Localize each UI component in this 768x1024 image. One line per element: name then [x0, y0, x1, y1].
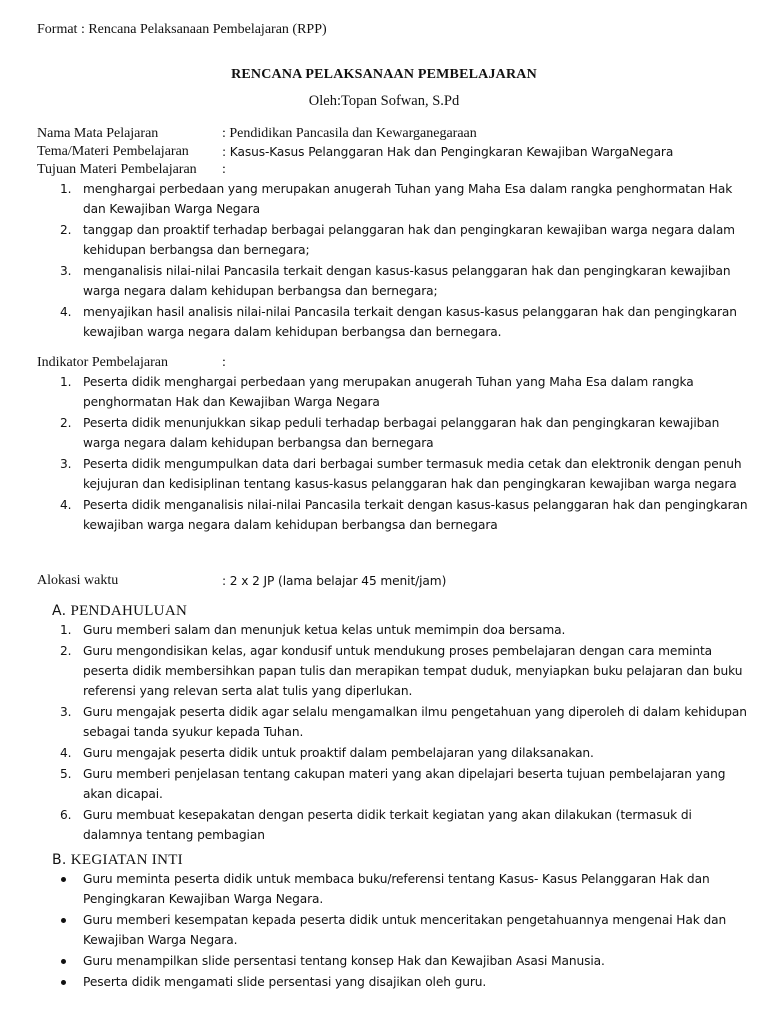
- list-number: 2.: [60, 644, 72, 658]
- indikator-item: [37, 495, 752, 535]
- list-item-text: Peserta didik mengumpulkan data dari berbagai sumber termasuk media cetak dan elektronik dengan penuh kejujuran dan kedisiplinan tentang kasus-kasus pelanggaran hak dan pengingkaran kewajiban warga negara: [83, 457, 742, 491]
- section-title: KEGIATAN INTI: [70, 852, 183, 868]
- field-label: Tujuan Materi Pembelajaran: [37, 162, 197, 177]
- list-item-text: Guru mengondisikan kelas, agar kondusif untuk mendukung proses pembelajaran dengan cara meminta peserta didik membersihkan papan tulis dan merapikan tempat duduk, menyiapkan buku pelajaran dan buku referensi yang relevan serta alat tulis yang diperlukan.: [83, 644, 743, 698]
- list-item-text: Guru meminta peserta didik untuk membaca buku/referensi tentang Kasus- Kasus Pelanggaran Hak dan Pengingkaran Kewajiban Warga Negara.: [83, 872, 710, 906]
- field-value: :: [222, 162, 226, 177]
- list-item-text: Guru memberi salam dan menunjuk ketua kelas untuk memimpin doa bersama.: [83, 623, 566, 637]
- list-item-text: Peserta didik menunjukkan sikap peduli terhadap berbagai pelanggaran hak dan pengingkaran kewajiban warga negara dalam kehidupan berbangsa dan bernegara: [83, 416, 720, 450]
- kegiatan-inti-list: [37, 869, 752, 993]
- list-item-text: Guru mengajak peserta didik agar selalu mengamalkan ilmu pengetahuan yang diperoleh di dalam kehidupan sebagai tanda syukur kepada Tuhan.: [83, 705, 747, 739]
- list-number: 4.: [60, 746, 72, 760]
- list-item-text: Guru menampilkan slide persentasi tentang konsep Hak dan Kewajiban Asasi Manusia.: [83, 954, 605, 968]
- section-heading-kegiatan-inti: [52, 852, 183, 869]
- indikator-item: [37, 454, 752, 494]
- field-value: : Pendidikan Pancasila dan Kewarganegaraan: [222, 126, 477, 141]
- list-number: 3.: [60, 705, 72, 719]
- bullet-icon: [61, 918, 66, 923]
- pendahuluan-list: [37, 620, 752, 846]
- list-number: 2.: [60, 416, 72, 430]
- list-number: 5.: [60, 767, 72, 781]
- kegiatan-inti-item: [37, 910, 752, 950]
- list-number: 3.: [60, 264, 72, 278]
- field-value: : Kasus-Kasus Pelanggaran Hak dan Pengingkaran Kewajiban WargaNegara: [222, 145, 674, 159]
- indikator-item: [37, 413, 752, 453]
- pendahuluan-item: [37, 743, 752, 763]
- indikator-list: [37, 372, 752, 536]
- tujuan-item: [37, 302, 752, 342]
- section-letter: A.: [52, 603, 67, 619]
- list-item-text: menghargai perbedaan yang merupakan anugerah Tuhan yang Maha Esa dalam rangka penghormatan Hak dan Kewajiban Warga Negara: [83, 182, 733, 216]
- indikator-item: [37, 372, 752, 412]
- list-number: 1.: [60, 375, 72, 389]
- list-item-text: menyajikan hasil analisis nilai-nilai Pancasila terkait dengan kasus-kasus pelanggaran hak dan pengingkaran kewajiban warga negara dalam kehidupan berbangsa dan bernegara.: [83, 305, 737, 339]
- pendahuluan-item: [37, 620, 752, 640]
- field-label: Alokasi waktu: [37, 573, 119, 588]
- document-title: RENCANA PELAKSANAAN PEMBELAJARAN: [231, 67, 537, 82]
- tujuan-item: [37, 220, 752, 260]
- pendahuluan-item: [37, 702, 752, 742]
- list-number: 2.: [60, 223, 72, 237]
- kegiatan-inti-item: [37, 951, 752, 971]
- field-label: Nama Mata Pelajaran: [37, 126, 159, 141]
- list-item-text: Guru memberi kesempatan kepada peserta didik untuk menceritakan pengetahuannya mengenai Hak dan Kewajiban Warga Negara.: [83, 913, 727, 947]
- section-heading-pendahuluan: [52, 603, 187, 620]
- list-item-text: tanggap dan proaktif terhadap berbagai pelanggaran hak dan pengingkaran kewajiban warga negara dalam kehidupan berbangsa dan bernegara;: [83, 223, 735, 257]
- list-number: 4.: [60, 498, 72, 512]
- list-number: 4.: [60, 305, 72, 319]
- pendahuluan-item: [37, 641, 752, 701]
- list-item-text: Peserta didik mengamati slide persentasi yang disajikan oleh guru.: [83, 975, 487, 989]
- document-author: Oleh:Topan Sofwan, S.Pd: [308, 93, 460, 109]
- tujuan-list: [37, 179, 752, 343]
- list-item-text: menganalisis nilai-nilai Pancasila terkait dengan kasus-kasus pelanggaran hak dan pengingkaran kewajiban warga negara dalam kehidupan berbangsa dan bernegara;: [83, 264, 731, 298]
- bullet-icon: [61, 980, 66, 985]
- kegiatan-inti-item: [37, 972, 752, 992]
- list-item-text: Guru membuat kesepakatan dengan peserta didik terkait kegiatan yang akan dilakukan (termasuk di dalamnya tentang pembagian: [83, 808, 692, 842]
- field-value: : 2 x 2 JP (lama belajar 45 menit/jam): [222, 574, 447, 588]
- bullet-icon: [61, 959, 66, 964]
- list-item-text: Guru memberi penjelasan tentang cakupan materi yang akan dipelajari beserta tujuan pembelajaran yang akan dicapai.: [83, 767, 726, 801]
- list-item-text: Guru mengajak peserta didik untuk proaktif dalam pembelajaran yang dilaksanakan.: [83, 746, 594, 760]
- format-line: Format : Rencana Pelaksanaan Pembelajaran (RPP): [37, 22, 327, 37]
- pendahuluan-item: [37, 805, 752, 845]
- list-item-text: Peserta didik menganalisis nilai-nilai Pancasila terkait dengan kasus-kasus pelanggaran hak dan pengingkaran kewajiban warga negara dalam kehidupan berbangsa dan bernegara: [83, 498, 748, 532]
- list-item-text: Peserta didik menghargai perbedaan yang merupakan anugerah Tuhan yang Maha Esa dalam rangka penghormatan Hak dan Kewajiban Warga Negara: [83, 375, 694, 409]
- bullet-icon: [61, 877, 66, 882]
- tujuan-item: [37, 179, 752, 219]
- field-label: Indikator Pembelajaran: [37, 355, 169, 370]
- field-value: :: [222, 355, 226, 370]
- pendahuluan-item: [37, 764, 752, 804]
- list-number: 1.: [60, 623, 72, 637]
- section-title: PENDAHULUAN: [70, 603, 188, 619]
- list-number: 6.: [60, 808, 72, 822]
- list-number: 1.: [60, 182, 72, 196]
- section-letter: B.: [52, 852, 67, 868]
- tujuan-item: [37, 261, 752, 301]
- field-label: Tema/Materi Pembelajaran: [37, 144, 189, 159]
- list-number: 3.: [60, 457, 72, 471]
- kegiatan-inti-item: [37, 869, 752, 909]
